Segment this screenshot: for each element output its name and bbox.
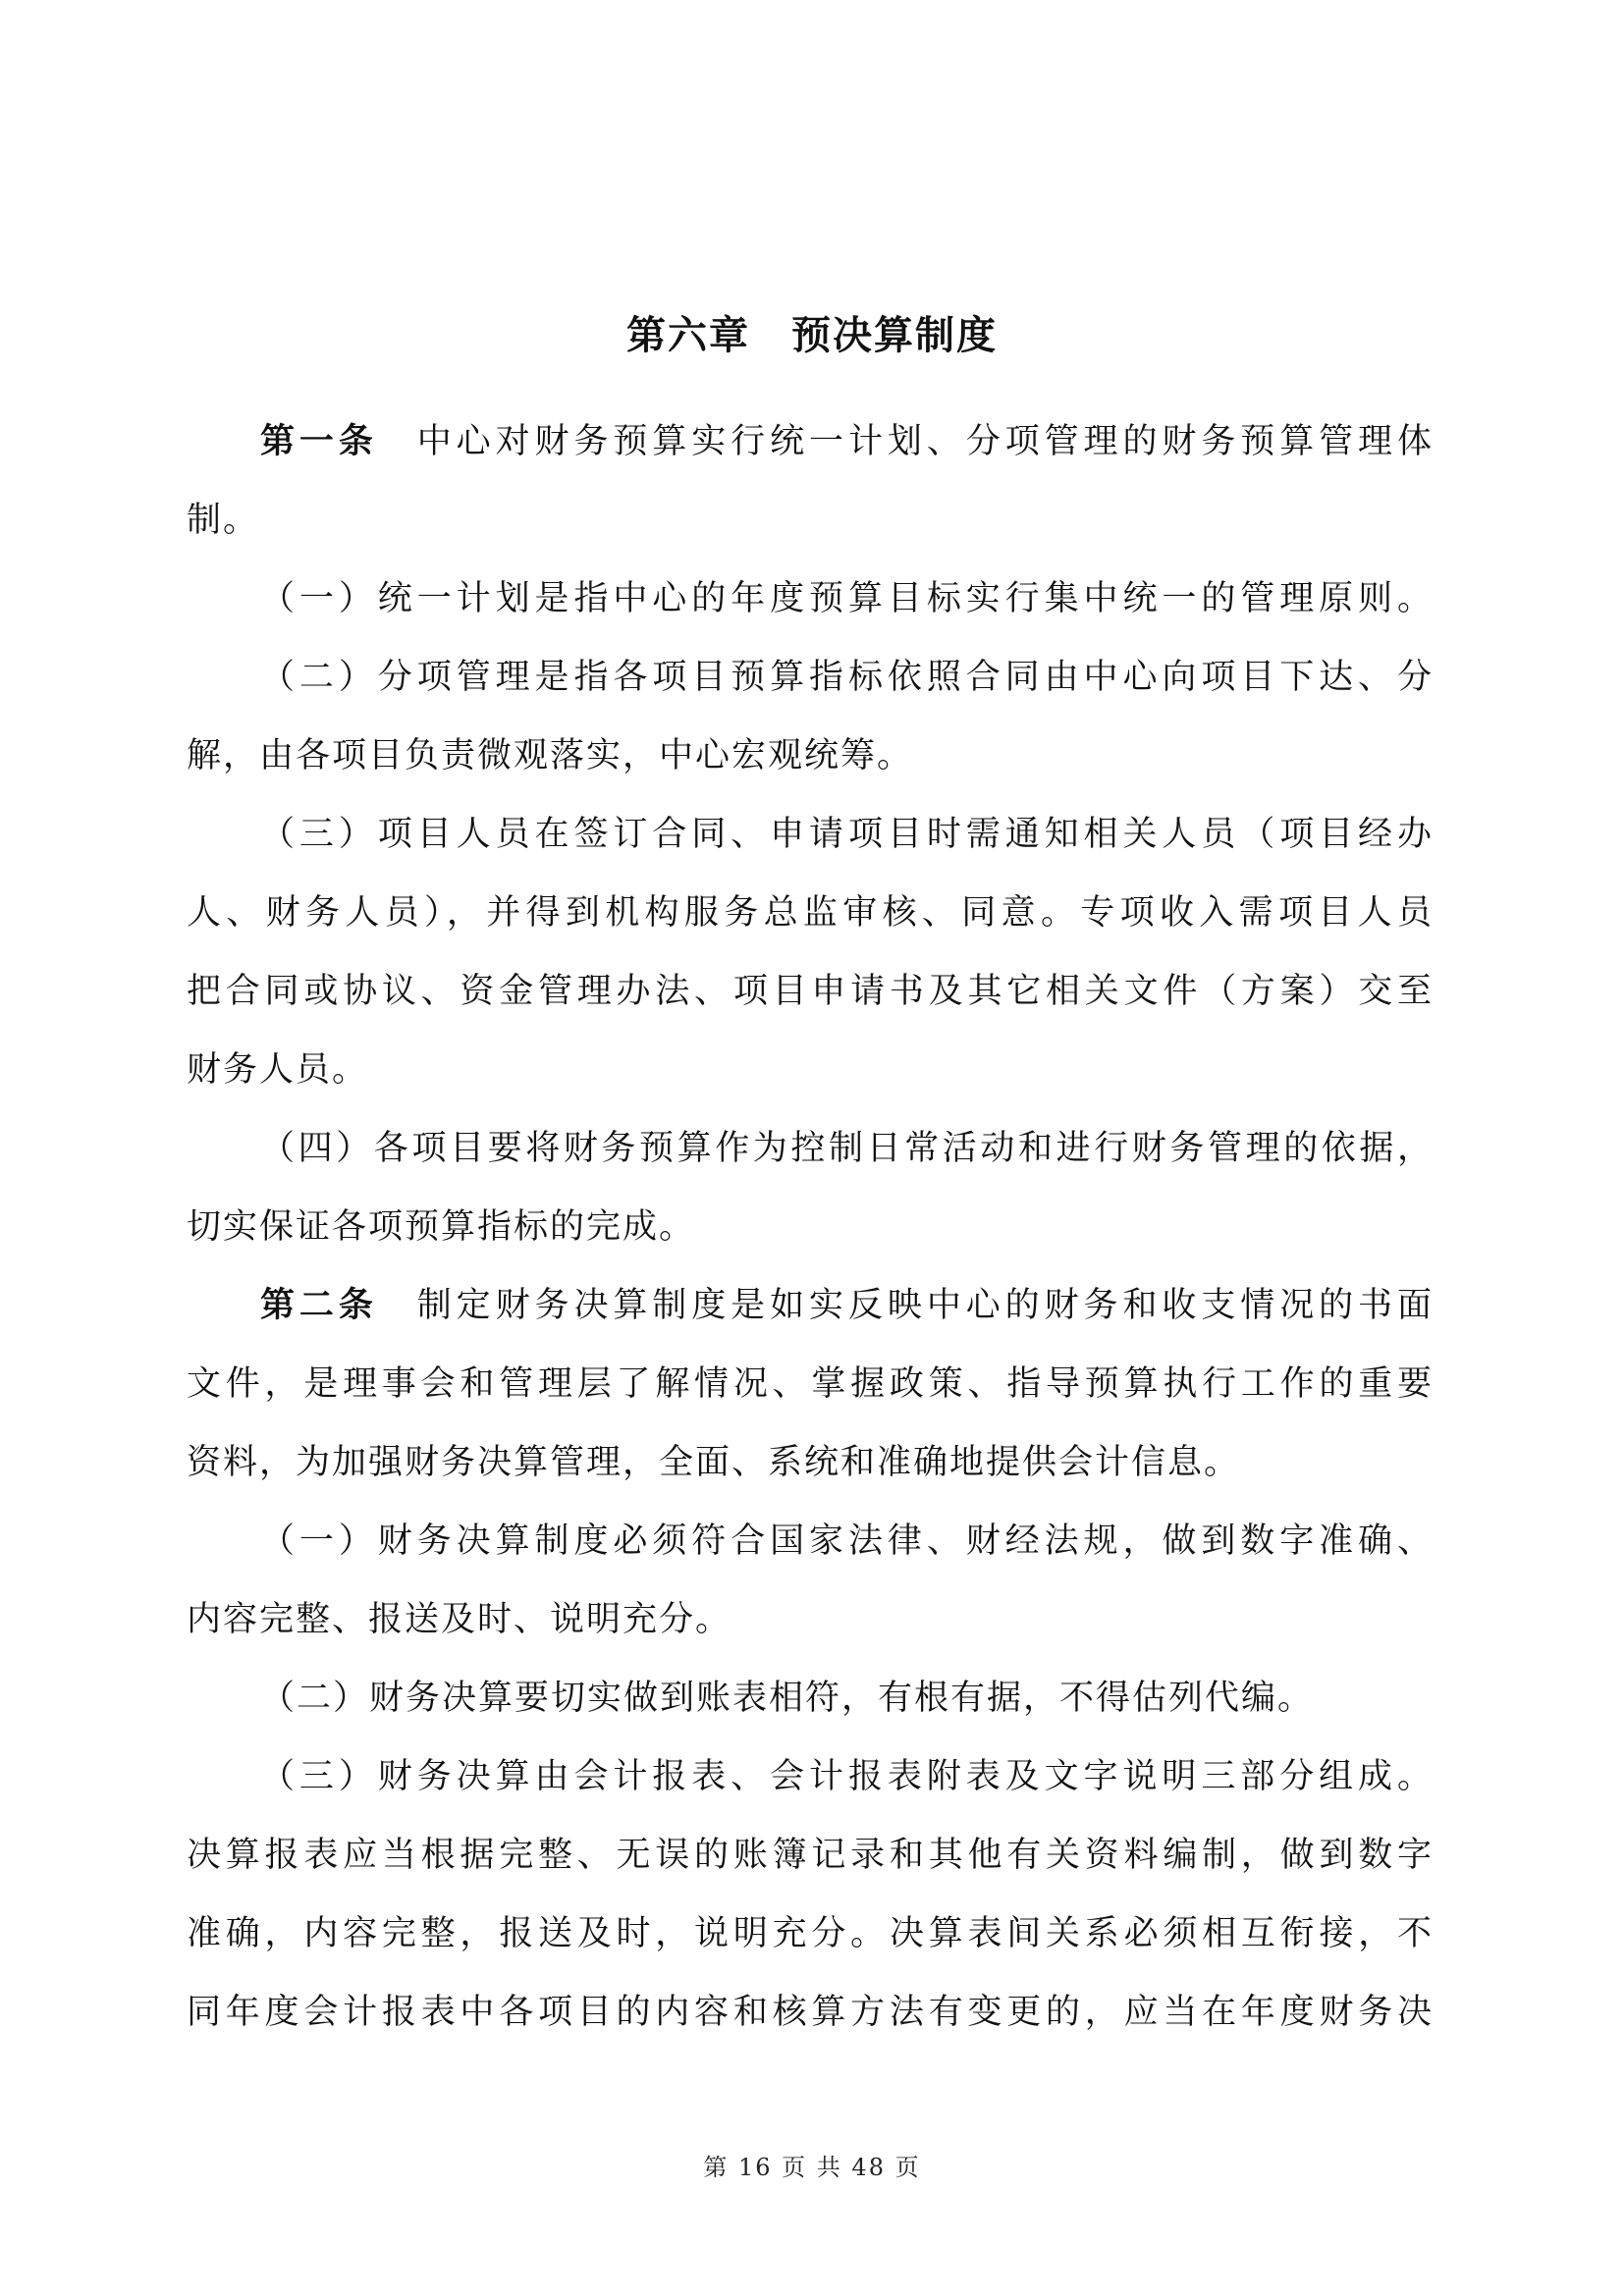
paragraph-line: [260, 1109, 1434, 1188]
paragraph-line: [187, 1423, 1434, 1502]
paragraph-line: [260, 560, 1434, 638]
line-text: 准确，内容完整，报送及时，说明充分。决算表间关系必须相互衔接，不: [187, 1914, 1434, 1953]
paragraph-line: [260, 795, 1434, 874]
line-text: 同年度会计报表中各项目的内容和核算方法有变更的，应当在年度财务决: [187, 1993, 1434, 2032]
paragraph-line: [260, 1737, 1434, 1816]
article-label: 第一条: [260, 422, 378, 461]
line-text: （三）项目人员在签订合同、申请项目时需通知相关人员（项目经办: [260, 815, 1434, 854]
line-text: （二）分项管理是指各项目预算指标依照合同由中心向项目下达、分: [260, 658, 1434, 697]
paragraph-line: [187, 874, 1434, 952]
paragraph-line: [187, 717, 1434, 795]
line-text: 资料，为加强财务决算管理，全面、系统和准确地提供会计信息。: [187, 1443, 1241, 1482]
paragraph-line: [187, 1031, 1434, 1109]
line-text: 切实保证各项预算指标的完成。: [187, 1207, 696, 1247]
paragraph-line: [187, 952, 1434, 1031]
paragraph-line: [187, 481, 1434, 560]
article-label: 第二条: [260, 1286, 378, 1325]
page-number-footer: 第 16 页 共 48 页: [703, 2154, 921, 2181]
line-text: 决算报表应当根据完整、无误的账簿记录和其他有关资料编制，做到数字: [187, 1836, 1434, 1875]
paragraph-line: [260, 1502, 1434, 1580]
line-text: 人、财务人员），并得到机构服务总监审核、同意。专项收入需项目人员: [187, 893, 1434, 933]
paragraph-line: [260, 1266, 1434, 1345]
line-text: 内容完整、报送及时、说明充分。: [187, 1600, 732, 1639]
paragraph-line: [260, 638, 1434, 717]
paragraph-line: [260, 402, 1434, 481]
line-text: （一）统一计划是指中心的年度预算目标实行集中统一的管理原则。: [260, 579, 1434, 618]
line-text: （二）财务决算要切实做到账表相符，有根有据，不得估列代编。: [260, 1679, 1315, 1718]
line-text: 中心对财务预算实行统一计划、分项管理的财务预算管理体: [377, 422, 1434, 461]
paragraph-line: [187, 1973, 1434, 2052]
line-text: （一）财务决算制度必须符合国家法律、财经法规，做到数字准确、: [260, 1522, 1434, 1561]
line-text: 文件，是理事会和管理层了解情况、掌握政策、指导预算执行工作的重要: [187, 1364, 1434, 1404]
line-text: 把合同或协议、资金管理办法、项目申请书及其它相关文件（方案）交至: [187, 972, 1434, 1011]
paragraph-line: [187, 1188, 1434, 1266]
line-text: 解，由各项目负责微观落实，中心宏观统筹。: [187, 736, 914, 775]
chapter-title: 第六章 预决算制度: [626, 313, 998, 358]
line-text: 财务人员。: [187, 1050, 369, 1090]
line-text: 制。: [187, 501, 260, 540]
paragraph-line: [187, 1580, 1434, 1659]
line-text: （三）财务决算由会计报表、会计报表附表及文字说明三部分组成。: [260, 1757, 1434, 1796]
line-text: （四）各项目要将财务预算作为控制日常活动和进行财务管理的依据，: [260, 1129, 1434, 1168]
paragraph-line: [187, 1895, 1434, 1973]
paragraph-line: [260, 1659, 1434, 1737]
paragraph-line: [187, 1345, 1434, 1423]
line-text: 制定财务决算制度是如实反映中心的财务和收支情况的书面: [377, 1286, 1434, 1325]
paragraph-line: [187, 1816, 1434, 1895]
